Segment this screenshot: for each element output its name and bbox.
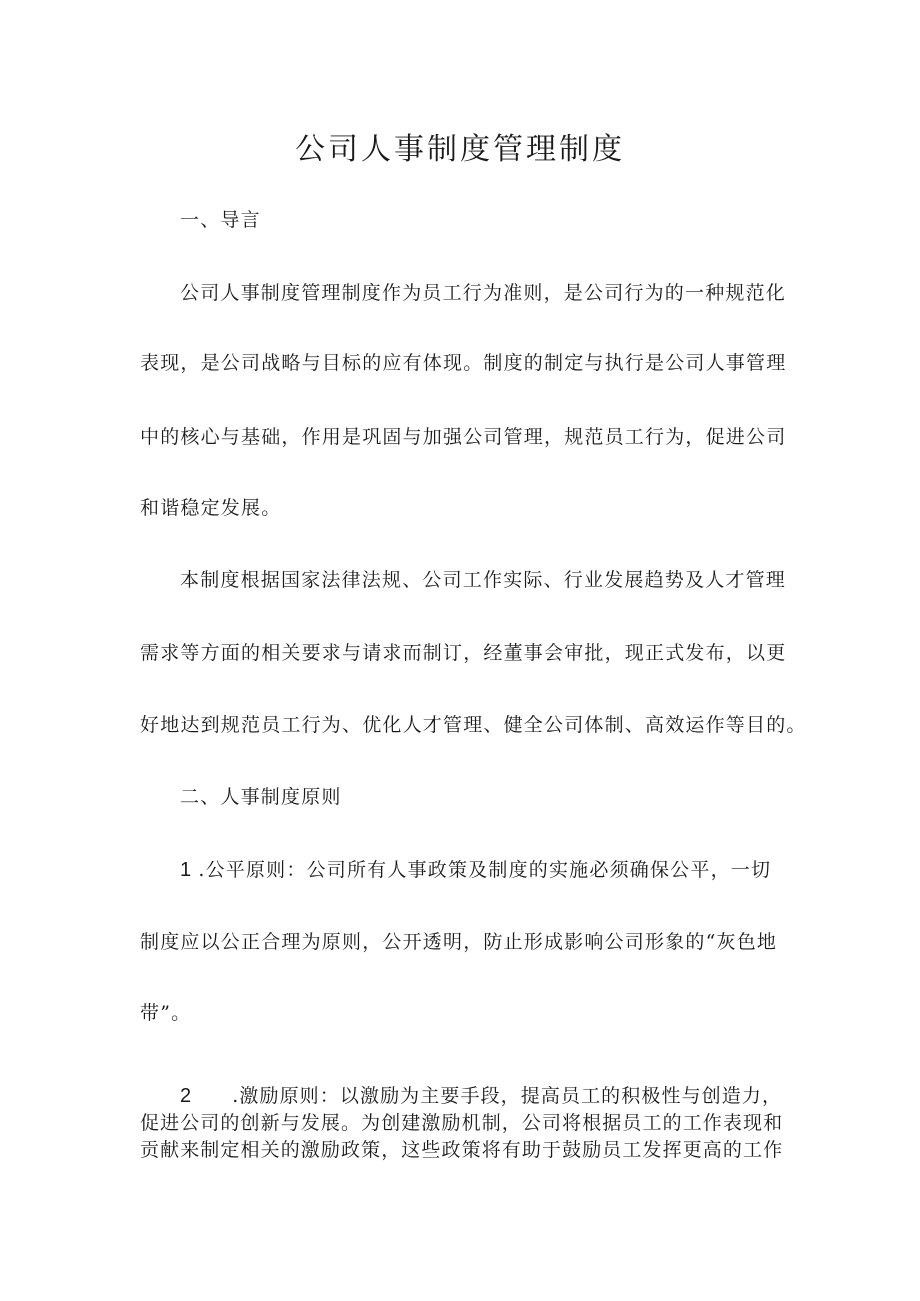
paragraph-line: 好地达到规范员工行为、优化人才管理、健全公司体制、高效运作等目的。: [140, 714, 807, 736]
section-heading-principles: 二、人事制度原则: [180, 786, 342, 808]
paragraph-line: 促进公司的创新与发展。为创建激励机制，公司将根据员工的工作表现和: [140, 1112, 784, 1134]
paragraph-line: 带”。: [140, 1002, 192, 1024]
paragraph-line: .公平原则：公司所有人事政策及制度的实施必须确保公平，一切: [198, 859, 772, 881]
paragraph-line: 表现，是公司战略与目标的应有体现。制度的制定与执行是公司人事管理: [140, 352, 787, 374]
paragraph-line: 本制度根据国家法律法规、公司工作实际、行业发展趋势及人才管理: [180, 569, 787, 591]
section-heading-intro: 一、导言: [180, 209, 261, 231]
item-number: 2: [180, 1085, 193, 1107]
paragraph-line: 制度应以公正合理为原则，公开透明，防止形成影响公司形象的“灰色地: [140, 931, 778, 953]
document-title: 公司人事制度管理制度: [295, 132, 625, 167]
paragraph-line: 中的核心与基础，作用是巩固与加强公司管理，规范员工行为，促进公司: [140, 426, 787, 448]
principle-item-incentive: [180, 1083, 782, 1109]
paragraph-line: 公司人事制度管理制度作为员工行为准则，是公司行为的一种规范化: [180, 282, 787, 304]
paragraph-line: 需求等方面的相关要求与请求而制订，经董事会审批，现正式发布，以更: [140, 642, 787, 664]
principle-item-fairness: [180, 857, 771, 883]
paragraph-line: 和谐稳定发展。: [140, 497, 282, 519]
item-number: 1: [180, 859, 193, 881]
paragraph-line: 贡献来制定相关的激励政策，这些政策将有助于鼓励员工发挥更高的工作: [140, 1139, 784, 1161]
paragraph-line: .激励原则：以激励为主要手段，提高员工的积极性与创造力，: [232, 1085, 783, 1107]
